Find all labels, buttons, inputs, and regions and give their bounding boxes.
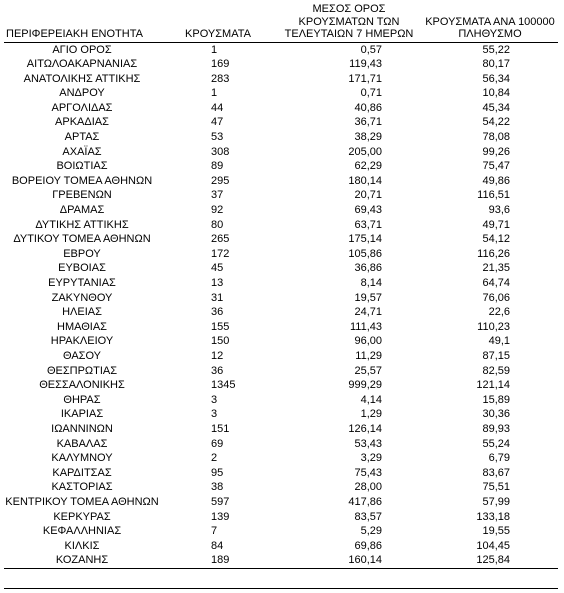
header-avg7-line2: ΚΡΟΥΣΜΑΤΩΝ ΤΩΝ [298,15,400,28]
header-cases: ΚΡΟΥΣΜΑΤΑ [185,28,251,40]
table-row [4,451,558,466]
header-avg7-line1: ΜΕΣΟΣ ΟΡΟΣ [312,3,386,15]
region-cell: ΚΑΣΤΟΡΙΑΣ [51,481,113,494]
per100k-cell: 57,99 [482,495,510,508]
cases-cell: 38 [211,481,224,494]
cases-cell: 12 [211,349,224,362]
cases-table [4,3,558,569]
region-cell: ΔΡΑΜΑΣ [59,204,105,217]
table-row [4,378,558,393]
region-cell: ΚΟΖΑΝΗΣ [55,554,109,567]
region-cell: ΚΙΛΚΙΣ [64,539,100,552]
cases-cell: 151 [211,422,230,435]
cases-cell: 45 [211,262,224,275]
avg7-cell: 62,29 [354,160,382,173]
cases-cell: 13 [211,277,224,289]
avg7-cell: 83,57 [354,510,382,523]
cases-cell: 69 [211,437,224,450]
cases-cell: 92 [211,204,224,217]
per100k-cell: 133,18 [476,510,510,523]
avg7-cell: 20,71 [354,189,382,202]
region-cell: ΘΗΡΑΣ [63,393,101,406]
cases-cell: 37 [211,189,224,202]
per100k-cell: 104,45 [476,539,510,552]
per100k-cell: 76,06 [482,291,510,304]
avg7-cell: 11,29 [355,349,382,362]
per100k-cell: 55,24 [482,437,510,450]
per100k-cell: 54,12 [482,233,510,246]
avg7-cell: 75,43 [354,466,382,479]
per100k-cell: 110,23 [477,320,510,333]
avg7-cell: 0,71 [360,87,382,100]
table-row [4,174,558,189]
region-cell: ΖΑΚΥΝΘΟΥ [51,291,113,304]
cases-cell: 265 [211,233,230,246]
avg7-cell: 175,14 [348,233,382,246]
per100k-cell: 15,89 [482,393,510,406]
table-row [4,305,558,320]
per100k-cell: 22,6 [488,306,510,319]
cases-cell: 44 [211,101,224,114]
avg7-cell: 119,43 [349,58,382,71]
cases-cell: 295 [211,174,230,187]
region-cell: ΓΡΕΒΕΝΩΝ [52,189,112,202]
table-row [4,232,558,247]
table-row [4,349,558,364]
per100k-cell: 83,67 [482,466,510,479]
cases-cell: 189 [211,554,230,567]
avg7-cell: 19,57 [354,291,382,304]
cases-cell: 597 [211,495,230,508]
header-per100k [422,3,558,42]
per100k-cell: 21,35 [482,262,510,275]
per100k-cell: 116,26 [477,247,510,260]
per100k-cell: 78,08 [482,131,510,144]
cases-cell: 3 [211,408,218,421]
table-row [4,524,558,539]
bottom-rule [4,588,558,589]
cases-cell: 36 [211,364,224,377]
table-row [4,115,558,130]
per100k-cell: 6,79 [488,452,510,465]
avg7-cell: 160,14 [348,554,382,567]
region-cell: ΗΡΑΚΛΕΙΟΥ [50,335,114,348]
cases-cell: 169 [211,58,230,71]
avg7-cell: 180,14 [348,174,382,187]
region-cell: ΑΝΑΤΟΛΙΚΗΣ ΑΤΤΙΚΗΣ [23,72,141,85]
table-row [4,422,558,437]
table-row [4,276,558,291]
avg7-cell: 5,29 [360,525,382,538]
avg7-cell: 63,71 [354,218,382,231]
cases-cell: 53 [211,131,224,144]
region-cell: ΚΕΦΑΛΛΗΝΙΑΣ [42,525,122,538]
table-row [4,159,558,174]
table-row [4,320,558,335]
table-row [4,101,558,116]
avg7-cell: 417,86 [348,495,382,508]
cases-cell: 3 [211,393,218,406]
avg7-cell: 105,86 [348,247,382,260]
region-cell: ΑΡΓΟΛΙΔΑΣ [51,101,113,114]
per100k-cell: 49,86 [482,174,510,187]
region-cell: ΚΑΒΑΛΑΣ [56,437,108,450]
cases-cell: 2 [211,452,218,465]
region-cell: ΕΥΡΥΤΑΝΙΑΣ [48,277,116,289]
table-header [4,3,558,42]
cases-cell: 1 [211,43,218,56]
table-row [4,188,558,203]
per100k-cell: 49,1 [488,335,510,348]
cases-cell: 150 [211,335,230,348]
avg7-cell: 38,29 [354,131,382,144]
avg7-cell: 3,29 [360,452,382,465]
table-row [4,334,558,349]
table-row [4,393,558,408]
per100k-cell: 80,17 [482,58,510,71]
region-cell: ΔΥΤΙΚΟΥ ΤΟΜΕΑ ΑΘΗΝΩΝ [13,233,151,246]
avg7-cell: 0,57 [360,43,382,56]
per100k-cell: 45,34 [482,101,510,114]
avg7-cell: 25,57 [354,364,382,377]
table-row [4,130,558,145]
region-cell: ΚΕΡΚΥΡΑΣ [53,510,111,523]
region-cell: ΚΑΡΔΙΤΣΑΣ [52,466,112,479]
table-row [4,539,558,554]
table-row [4,407,558,422]
avg7-cell: 999,29 [348,379,382,392]
table-row [4,466,558,481]
avg7-cell: 111,43 [349,320,382,333]
cases-cell: 1345 [211,379,236,392]
header-region: ΠΕΡΙΦΕΡΕΙΑΚΗ ΕΝΟΤΗΤΑ [6,28,143,40]
avg7-cell: 36,86 [354,262,382,275]
avg7-cell: 69,43 [354,204,382,217]
cases-cell: 84 [211,539,224,552]
header-per100k-line2: ΠΛΗΘΥΣΜΟ [458,28,522,40]
region-cell: ΙΩΑΝΝΙΝΩΝ [51,422,113,435]
cases-cell: 31 [211,291,224,304]
avg7-cell: 53,43 [354,437,382,450]
per100k-cell: 75,51 [482,481,510,494]
region-cell: ΙΚΑΡΙΑΣ [60,408,104,421]
cases-cell: 1 [211,87,218,100]
avg7-cell: 24,71 [354,306,382,319]
cases-cell: 283 [211,72,230,85]
per100k-cell: 89,93 [482,422,510,435]
region-cell: ΔΥΤΙΚΗΣ ΑΤΤΙΚΗΣ [35,218,129,231]
table-row [4,72,558,87]
per100k-cell: 54,22 [482,116,510,129]
cases-cell: 7 [211,525,218,538]
per100k-cell: 93,6 [488,204,510,217]
table-row [4,57,558,72]
per100k-cell: 121,14 [476,379,510,392]
avg7-cell: 8,14 [360,277,382,289]
region-cell: ΘΕΣΠΡΩΤΙΑΣ [46,364,118,377]
cases-cell: 172 [211,247,230,260]
region-cell: ΘΕΣΣΑΛΟΝΙΚΗΣ [39,379,125,392]
table-row [4,42,558,57]
avg7-cell: 36,71 [354,116,382,129]
cases-cell: 308 [211,145,230,158]
region-cell: ΕΥΒΟΙΑΣ [58,262,106,275]
avg7-cell: 171,71 [348,72,382,85]
region-cell: ΗΛΕΙΑΣ [62,306,102,319]
table-row [4,553,558,568]
table-row [4,218,558,233]
region-cell: ΒΟΡΕΙΟΥ ΤΟΜΕΑ ΑΘΗΝΩΝ [11,174,153,187]
per100k-cell: 87,15 [482,349,510,362]
per100k-cell: 55,22 [482,43,510,56]
cases-cell: 89 [211,160,224,173]
cases-cell: 95 [211,466,224,479]
region-cell: ΑΓΙΟ ΟΡΟΣ [52,43,112,56]
region-cell: ΑΡΚΑΔΙΑΣ [55,116,109,129]
table-row [4,261,558,276]
header-per100k-line1: ΚΡΟΥΣΜΑΤΑ ΑΝΑ 100000 [425,15,555,28]
avg7-cell: 1,29 [360,408,382,421]
header-avg7-line3: ΤΕΛΕΥΤΑΙΩΝ 7 ΗΜΕΡΩΝ [284,28,414,40]
region-cell: ΘΑΣΟΥ [62,349,102,362]
per100k-cell: 64,74 [482,277,510,289]
region-cell: ΗΜΑΘΙΑΣ [57,320,107,333]
table-body [4,42,558,568]
region-cell: ΒΟΙΩΤΙΑΣ [56,160,108,173]
cases-cell: 80 [211,218,224,231]
cases-cell: 139 [211,510,230,523]
table-row [4,291,558,306]
per100k-cell: 75,47 [482,160,510,173]
table-row [4,480,558,495]
avg7-cell: 40,86 [354,101,382,114]
region-cell: ΚΑΛΥΜΝΟΥ [51,452,113,465]
region-cell: ΑΧΑΪΑΣ [62,145,102,158]
table-row [4,203,558,218]
header-avg7 [276,3,422,42]
per100k-cell: 125,84 [476,554,510,567]
per100k-cell: 116,51 [477,189,510,202]
per100k-cell: 49,71 [482,218,510,231]
avg7-cell: 96,00 [354,335,382,348]
avg7-cell: 205,00 [348,145,382,158]
avg7-cell: 4,14 [360,393,382,406]
avg7-cell: 126,14 [348,422,382,435]
cases-cell: 155 [211,320,230,333]
per100k-cell: 82,59 [482,364,510,377]
per100k-cell: 30,36 [482,408,510,421]
table-row [4,86,558,101]
per100k-cell: 19,55 [482,525,510,538]
per100k-cell: 99,26 [482,145,510,158]
cases-cell: 47 [211,116,224,129]
table-row [4,495,558,510]
table-row [4,510,558,525]
per100k-cell: 10,84 [482,87,510,100]
region-cell: ΑΝΔΡΟΥ [59,87,105,100]
table-row [4,145,558,160]
cases-cell: 36 [211,306,224,319]
per100k-cell: 56,34 [482,72,510,85]
region-cell: ΕΒΡΟΥ [63,247,101,260]
table-row [4,247,558,262]
table-row [4,364,558,379]
region-cell: ΑΡΤΑΣ [64,131,100,144]
region-cell: ΚΕΝΤΡΙΚΟΥ ΤΟΜΕΑ ΑΘΗΝΩΝ [5,495,159,508]
avg7-cell: 28,00 [354,481,382,494]
region-cell: ΑΙΤΩΛΟΑΚΑΡΝΑΝΙΑΣ [26,58,138,71]
table-row [4,437,558,452]
avg7-cell: 69,86 [354,539,382,552]
